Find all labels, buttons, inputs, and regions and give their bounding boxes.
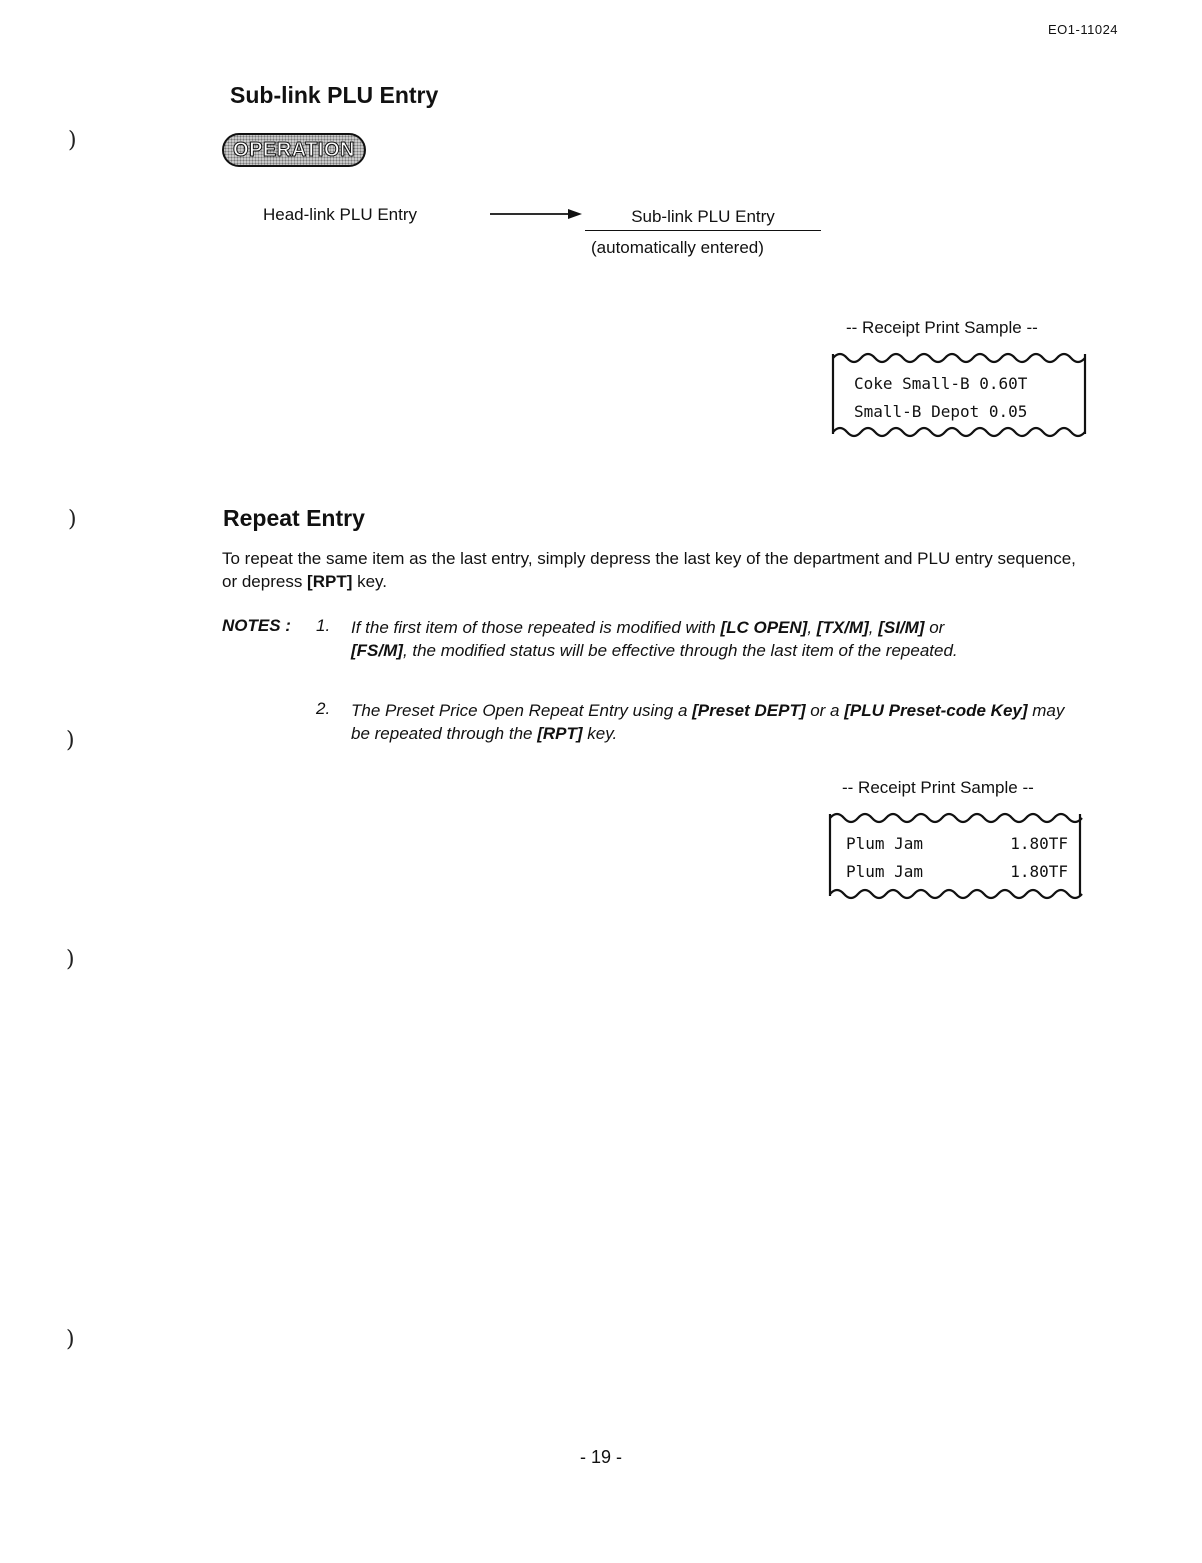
note-number: 1.	[316, 616, 331, 635]
key-name: [RPT]	[537, 724, 583, 743]
flow-sub-link-label: Sub-link PLU Entry	[585, 207, 821, 231]
key-name: [LC OPEN]	[720, 618, 808, 637]
note-text: If the first item of those repeated is modified with [LC OPEN], [TX/M], [SI/M] or [FS/M], the modified status will be effective through the last item of the repeated.	[351, 618, 958, 660]
receipt-sample-caption: -- Receipt Print Sample --	[846, 318, 1038, 337]
key-name: [Preset DEPT]	[692, 701, 806, 720]
page-number: - 19 -	[579, 1447, 622, 1467]
margin-mark: )	[66, 728, 75, 753]
repeat-section-title: Repeat Entry	[223, 505, 365, 531]
note-text: The Preset Price Open Repeat Entry using a [Preset DEPT] or a [PLU Preset-code Key] may be repeated through the [RPT] key.	[351, 701, 1065, 743]
repeat-description: To repeat the same item as the last entry, simply depress the last key of the department and PLU entry sequence, or depress [RPT] key.	[222, 549, 1076, 591]
margin-mark: )	[66, 947, 75, 972]
margin-mark: )	[68, 507, 77, 532]
key-name: [TX/M]	[816, 618, 869, 637]
notes-label: NOTES :	[222, 616, 291, 635]
right-arrow-icon	[490, 207, 582, 221]
receipt-sample	[830, 348, 1088, 440]
flow-note: (automatically entered)	[591, 238, 764, 257]
operation-badge: OPERATION	[222, 133, 366, 167]
receipt-line: Plum Jam 1.80TF	[846, 862, 1068, 881]
key-name: [FS/M]	[351, 641, 403, 660]
receipt-sample-caption: -- Receipt Print Sample --	[842, 778, 1034, 797]
receipt-line: Plum Jam 1.80TF	[846, 834, 1068, 853]
key-name: [PLU Preset-code Key]	[844, 701, 1028, 720]
note-number: 2.	[316, 699, 331, 718]
key-name: [RPT]	[307, 572, 353, 591]
flow-head-link-label: Head-link PLU Entry	[263, 205, 418, 224]
receipt-line: Small-B Depot 0.05	[854, 402, 1028, 421]
document-id: EO1-11024	[1048, 22, 1119, 37]
key-name: [SI/M]	[878, 618, 925, 637]
margin-mark: )	[68, 128, 77, 153]
margin-mark: )	[66, 1327, 75, 1352]
receipt-sample	[827, 808, 1083, 902]
receipt-line: Coke Small-B 0.60T	[854, 374, 1028, 393]
sub-link-section-title: Sub-link PLU Entry	[230, 82, 439, 108]
